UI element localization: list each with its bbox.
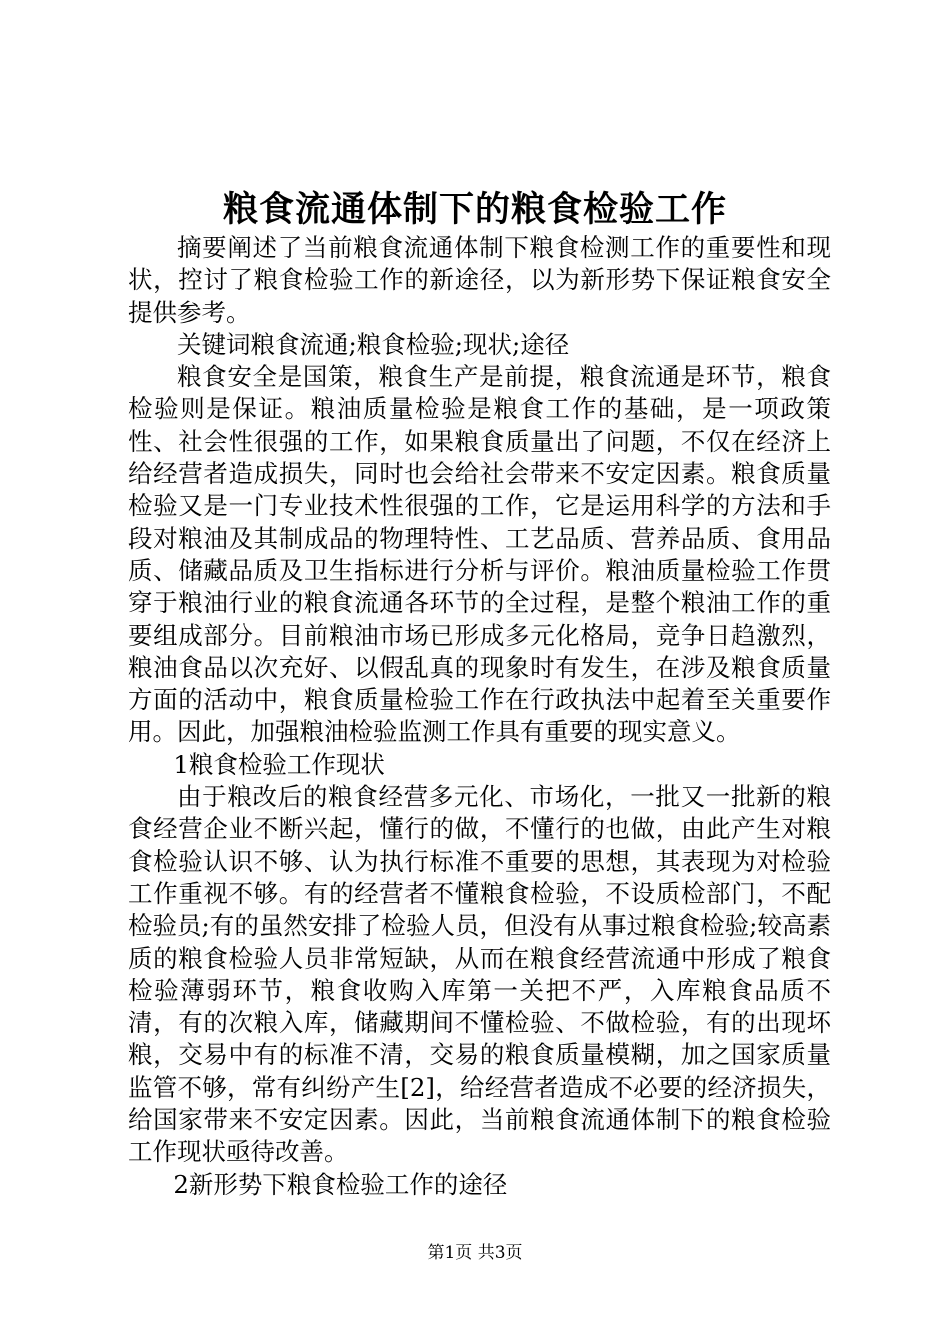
keywords-paragraph: 关键词粮食流通;粮食检验;现状;途径 <box>177 329 570 359</box>
intro-paragraph: 粮食安全是国策，粮食生产是前提，粮食流通是环节，粮食检验则是保证。粮油质量检验是粮食工作的基础，是一项政策性、社会性很强的工作，如果粮食质量出了问题，不仅在经济上给经营者造成损失，同时也会给社会带来不安定因素。粮食质量检验又是一门专业技术性很强的工作，它是运用科学的方法和手段对粮油及其制成品的物理特性、工艺品质、营养品质、食用品质、储藏品质及卫生指标进行分析与评价。粮油质量检验工作贯穿于粮油行业的粮食流通各环节的全过程，是整个粮油工作的重要组成部分。目前粮油市场已形成多元化格局，竞争日趋激烈，粮油食品以次充好、以假乱真的现象时有发生，在涉及粮食质量方面的活动中，粮食质量检验工作在行政执法中起着至关重要作用。因此，加强粮油检验监测工作具有重要的现实意义。 <box>128 362 831 747</box>
document-body <box>128 232 831 1201</box>
section-1-paragraph: 由于粮改后的粮食经营多元化、市场化，一批又一批新的粮食经营企业不断兴起，懂行的做，不懂行的也做，由此产生对粮食检验认识不够、认为执行标准不重要的思想，其表现为对检验工作重视不够。有的经营者不懂粮食检验，不设质检部门，不配检验员;有的虽然安排了检验人员，但没有从事过粮食检验;较高素质的粮食检验人员非常短缺，从而在粮食经营流通中形成了粮食检验薄弱环节，粮食收购入库第一关把不严，入库粮食品质不清，有的次粮入库，储藏期间不懂检验、不做检验，有的出现坏粮，交易中有的标准不清，交易的粮食质量模糊，加之国家质量监管不够，常有纠纷产生[2]，给经营者造成不必要的经济损失，给国家带来不安定因素。因此，当前粮食流通体制下的粮食检验工作现状亟待改善。 <box>128 782 831 1167</box>
abstract-paragraph: 摘要阐述了当前粮食流通体制下粮食检测工作的重要性和现状，控讨了粮食检验工作的新途径，以为新形势下保证粮食安全提供参考。 <box>128 233 831 327</box>
page-number-footer: 第1页 共3页 <box>427 1243 523 1263</box>
document-title: 粮食流通体制下的粮食检验工作 <box>222 189 727 230</box>
section-heading-1: 1粮食检验工作现状 <box>173 749 385 779</box>
section-heading-2: 2新形势下粮食检验工作的途径 <box>173 1169 508 1199</box>
